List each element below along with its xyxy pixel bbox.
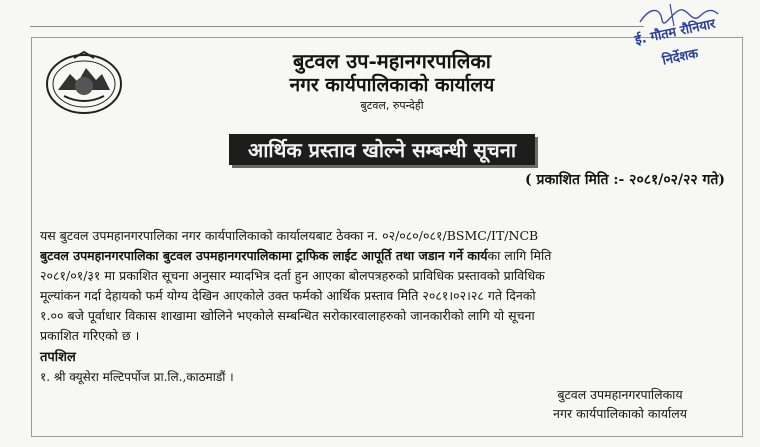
notice-body-line (40, 226, 722, 246)
stamp-name: ई. गौतम रौनियार (633, 16, 717, 49)
signatory-line-2: नगर कार्यपालिकाको कार्यालय (553, 406, 687, 421)
body-text-span: २०८१/०१/३१ मा प्रकाशित सूचना अनुसार म्यादभित्र दर्ता हुन आएका बोलपत्रहरुको प्राविधिक प्रस्तावको प्राविधिक (40, 268, 545, 283)
signatory-line-1: बुटवल उपमहानगरपालिकाय (557, 387, 683, 402)
office-location: बुटवल, रुपन्देही (360, 99, 424, 112)
frame-top-line (30, 26, 644, 27)
contract-title: बुटवल उपमहानगरपालिका बुटवल उपमहानगरपालिकामा ट्राफिक लाईट आपूर्ति तथा जडान गर्ने कार्य (40, 248, 488, 263)
notice-body-line (40, 326, 722, 346)
body-text-span: यस बुटवल उपमहानगरपालिका नगर कार्यपालिकाको कार्यालयबाट ठेक्का न. ०२/०८०/०८१/BSMC/IT/NCB (40, 228, 539, 243)
municipality-emblem-icon (44, 50, 124, 114)
notice-body-line (40, 286, 722, 306)
office-name: नगर कार्यपालिकाको कार्यालय (289, 74, 495, 96)
notice-body (40, 226, 722, 346)
notice-title: आर्थिक प्रस्ताव खोल्ने सम्बन्धी सूचना (229, 134, 535, 165)
body-text-span: प्रकाशित गरिएको छ । (40, 328, 140, 343)
notice-body-line (40, 306, 722, 326)
details-heading: तपशिल (40, 350, 76, 365)
notice-body-line (40, 266, 722, 286)
notice-body-line (40, 246, 722, 266)
body-text-span: का लागि मिति (487, 248, 552, 263)
body-text-span: मूल्यांकन गर्दा देहायको फर्म योग्य देखिन आएकोले उक्त फर्मको आर्थिक प्रस्ताव मिति २०८१।०२।२८ गते दिनको (40, 288, 536, 303)
organization-name: बुटवल उप-महानगरपालिका (293, 49, 491, 73)
published-date: ( प्रकाशित मिति :- २०८१/०२/२२ गते) (525, 172, 725, 188)
details-item: १. श्री क्यूसेरा मल्टिपर्पोज प्रा.लि.,काठमाडौं । (40, 370, 234, 384)
stamp-title: निर्देशक (660, 46, 700, 69)
body-text-span: १.०० बजे पूर्वाधार विकास शाखामा खोलिने भएकोले सम्बन्धित सरोकारवालाहरुको जानकारीको लागि यो सूचना (40, 308, 535, 323)
